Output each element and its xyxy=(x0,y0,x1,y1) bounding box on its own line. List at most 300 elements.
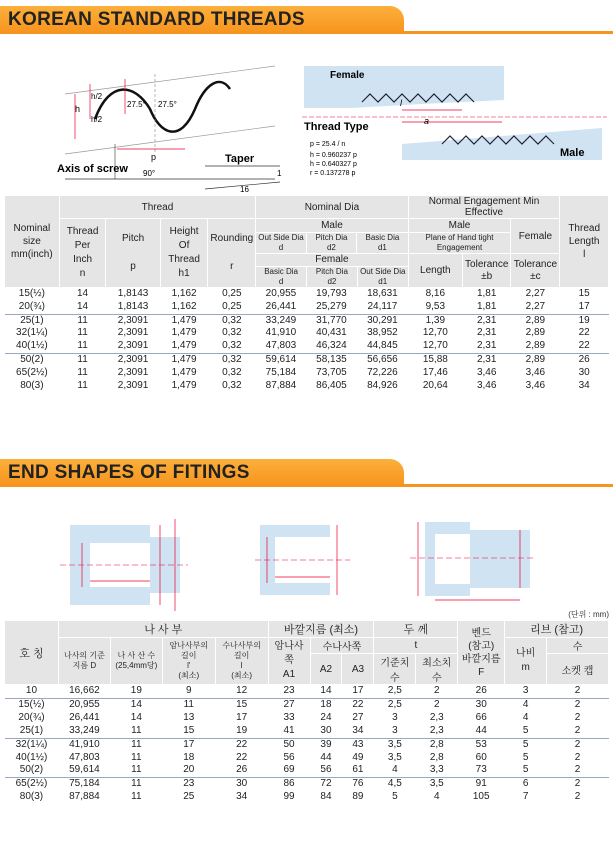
table-cell: 2,3 xyxy=(429,711,444,723)
thread-engagement-diagram xyxy=(302,62,607,192)
table-cell: 75,184 xyxy=(58,778,110,791)
table-cell: 25 xyxy=(183,791,195,803)
table-cell: 2 xyxy=(574,764,581,776)
table-cell: 44 xyxy=(320,751,332,763)
table-cell: 15(½) xyxy=(5,698,59,711)
table-cell: 1,479 xyxy=(171,366,197,378)
col-bend: 벤드 (참고) 바깥지름 F xyxy=(458,621,505,685)
formula-h1: h = 0.640327 p xyxy=(310,161,357,168)
table-row xyxy=(5,698,609,711)
table-cell: 18 xyxy=(183,751,195,763)
col-height: Height Of Thread h1 xyxy=(160,219,208,288)
fitting-figure-3 xyxy=(410,510,535,610)
korean-threads-table xyxy=(4,195,609,392)
taper-one-label: 1 xyxy=(277,169,282,178)
table-cell: 2,5 xyxy=(374,685,416,699)
group-nominal-dia: Nominal Dia xyxy=(256,196,408,219)
table-cell: 80(3) xyxy=(20,379,44,391)
group-rib: 리브 (참고) xyxy=(505,621,609,638)
table-cell: 25(1) xyxy=(5,314,60,327)
col-female-len: 암나사부의 길이 l' (최소) xyxy=(162,638,215,685)
angle-left-label: 27.5° xyxy=(127,100,146,109)
table-cell: 4 xyxy=(392,764,398,776)
table-cell: 27 xyxy=(352,711,364,723)
table-cell: 4,5 xyxy=(374,778,416,791)
table-cell: 41,910 xyxy=(265,327,297,339)
col-rib-width: 나비 m xyxy=(505,638,547,685)
angle-90-label: 90° xyxy=(143,169,156,178)
col-a3: A3 xyxy=(342,654,374,685)
col-eng-plane: Plane of Hand tight Engagement xyxy=(408,233,511,254)
table-cell: 20(¾) xyxy=(18,300,45,312)
p-label: p xyxy=(151,152,157,162)
group-thickness: 두 께 xyxy=(374,621,458,638)
table-cell: 58,135 xyxy=(306,353,356,366)
col-tol-c: Tolerance ±c xyxy=(511,254,560,288)
table-cell: 11 xyxy=(59,353,106,366)
table-cell: 23 xyxy=(268,685,310,699)
table-cell: 40(1½) xyxy=(16,340,48,352)
table-cell: 2,3091 xyxy=(117,366,149,378)
formula-p: p = 25.4 / n xyxy=(310,141,346,148)
col-male-len: 수나사부의 길이 l (최소) xyxy=(215,638,268,685)
table-cell: 18 xyxy=(310,698,342,711)
table-cell: 22 xyxy=(578,340,590,352)
table-cell: 24,117 xyxy=(367,300,398,312)
table-cell: 2,31 xyxy=(463,353,511,366)
col-tol-b: Tolerance ±b xyxy=(463,254,511,288)
table-cell: 41,910 xyxy=(58,738,110,751)
table-cell: 11 xyxy=(131,764,142,776)
table-cell: 20(¾) xyxy=(18,711,45,723)
table-cell: 10 xyxy=(5,685,59,699)
table-cell: 12,70 xyxy=(422,340,448,352)
table-cell: 11 xyxy=(77,366,88,378)
table-cell: 2,3 xyxy=(429,724,444,736)
fitting-figure-1 xyxy=(60,505,190,615)
table-cell: 38,952 xyxy=(367,327,398,339)
table-cell: 25(1) xyxy=(19,724,44,736)
section-banner-fittings xyxy=(0,459,250,487)
table-cell: 34 xyxy=(236,791,248,803)
table-cell: 16,662 xyxy=(58,685,110,699)
table-cell: 2,3091 xyxy=(117,379,149,391)
table-cell: 26 xyxy=(458,685,505,699)
table-row xyxy=(5,340,609,353)
table-cell: 14 xyxy=(130,711,142,723)
col-thread-length: Thread Length l xyxy=(560,196,609,288)
table-cell: 84,926 xyxy=(367,379,398,391)
table-cell: 2 xyxy=(574,711,581,723)
table-cell: 1,81 xyxy=(463,288,511,301)
table-cell: 6 xyxy=(505,778,547,791)
table-cell: 91 xyxy=(458,778,505,791)
table-cell: 11 xyxy=(131,791,142,803)
table-cell: 27 xyxy=(268,698,310,711)
table-cell: 11 xyxy=(77,327,88,339)
table-cell: 20 xyxy=(183,764,195,776)
col-tpi: Thread Per Inch n xyxy=(59,219,106,288)
table-cell: 17 xyxy=(236,711,248,723)
table-cell: 0,32 xyxy=(222,379,242,391)
table-cell: 17 xyxy=(342,685,374,699)
table-cell: 2,31 xyxy=(476,327,497,339)
col-ho: 호 칭 xyxy=(5,621,59,685)
table-cell: 22 xyxy=(578,327,590,339)
table-row xyxy=(5,712,609,725)
table-cell: 73,705 xyxy=(316,366,347,378)
table-cell: 49 xyxy=(352,751,364,763)
table-cell: 80(3) xyxy=(19,791,44,803)
table-cell: 7 xyxy=(522,791,529,803)
table-cell: 2,31 xyxy=(476,340,497,352)
col-t-std: 기준치수 xyxy=(374,654,416,685)
taper-label: Taper xyxy=(225,153,255,165)
table-cell: 2 xyxy=(547,738,609,751)
table-cell: 20,64 xyxy=(422,379,448,391)
unit-label: (단위 : mm) xyxy=(568,610,609,619)
table-cell: 50(2) xyxy=(19,764,44,776)
table-cell: 3,46 xyxy=(476,366,497,378)
subgroup-eng-female: Female xyxy=(511,219,560,254)
table-cell: 14 xyxy=(77,300,89,312)
table-cell: 44 xyxy=(475,724,487,736)
table-cell: 33,249 xyxy=(256,314,306,327)
table-cell: 17,46 xyxy=(422,366,448,378)
table-cell: 87,884 xyxy=(265,379,297,391)
table-cell: 50(2) xyxy=(5,353,60,366)
table-cell: 30 xyxy=(578,366,590,378)
table-cell: 17 xyxy=(578,300,590,312)
table-cell: 31,770 xyxy=(306,314,356,327)
table-cell: 2,3091 xyxy=(117,340,149,352)
h2-label-bottom: h/2 xyxy=(91,115,103,124)
table-row xyxy=(5,725,609,738)
table-cell: 66 xyxy=(475,711,487,723)
table-cell: 11 xyxy=(162,698,215,711)
table-cell: 15,88 xyxy=(408,353,462,366)
thread-type-title: Thread Type xyxy=(304,121,369,133)
col-socket-cap: 소켓 캡 xyxy=(547,654,609,685)
table-cell: 4 xyxy=(505,698,547,711)
section-banner-threads xyxy=(0,6,305,34)
table-cell: 1,162 xyxy=(171,300,197,312)
table-cell: 3,3 xyxy=(429,764,444,776)
table-cell: 30 xyxy=(458,698,505,711)
subgroup-eng-male: Male xyxy=(408,219,511,233)
table-row xyxy=(5,778,609,791)
table-cell: 3,46 xyxy=(525,366,546,378)
table-cell: 19 xyxy=(236,724,248,736)
col-a2: A2 xyxy=(310,654,342,685)
table-cell: 0,32 xyxy=(208,353,256,366)
group-engagement: Normal Engagement Min Effective xyxy=(408,196,560,219)
table-cell: 2 xyxy=(547,778,609,791)
table-cell: 3,5 xyxy=(416,778,458,791)
table-cell: 3,46 xyxy=(476,379,497,391)
table-cell: 3 xyxy=(392,724,398,736)
table-cell: 2,5 xyxy=(374,698,416,711)
table-cell: 2,3091 xyxy=(106,353,160,366)
table-cell: 3,46 xyxy=(525,379,546,391)
table-cell: 47,803 xyxy=(265,340,297,352)
table-cell: 14 xyxy=(110,698,162,711)
table-cell: 18,631 xyxy=(357,288,408,301)
table-row xyxy=(5,738,609,751)
taper-ratio-label: 16 xyxy=(240,185,249,194)
col-std-dia: 나사의 기준 지름 D xyxy=(58,638,110,685)
subgroup-male-side: 수나사쪽 xyxy=(310,638,374,654)
table-cell: 11 xyxy=(110,778,162,791)
l-label: l xyxy=(400,98,402,108)
table-cell: 41 xyxy=(283,724,295,736)
table-cell: 65(2½) xyxy=(5,778,59,791)
table-cell: 34 xyxy=(578,379,590,391)
table-cell: 39 xyxy=(310,738,342,751)
table-cell: 25,279 xyxy=(316,300,347,312)
table-cell: 30 xyxy=(215,778,268,791)
table-cell: 59,614 xyxy=(256,353,306,366)
table-row xyxy=(5,367,609,380)
table-cell: 2 xyxy=(574,751,581,763)
table-cell: 2 xyxy=(574,791,581,803)
table-cell: 86 xyxy=(268,778,310,791)
table-cell: 0,32 xyxy=(222,327,242,339)
col-threads: 나 사 산 수 (25,4mm당) xyxy=(110,638,162,685)
table-cell: 1,162 xyxy=(160,288,208,301)
table-cell: 56 xyxy=(320,764,332,776)
table-cell: 2,89 xyxy=(511,314,560,327)
section-title: KOREAN STANDARD THREADS xyxy=(8,9,305,30)
subgroup-female-dia: Female Basic Dia d Pitch Dia d2 Out Side Dia d1 xyxy=(256,254,408,288)
table-cell: 5 xyxy=(522,764,529,776)
table-cell: 86,405 xyxy=(316,379,347,391)
table-cell: 4 xyxy=(522,711,529,723)
table-cell: 0,25 xyxy=(222,300,242,312)
table-cell: 75,184 xyxy=(265,366,297,378)
female-label: Female xyxy=(330,70,365,81)
table-cell: 26,441 xyxy=(265,300,297,312)
thread-profile-diagram xyxy=(55,64,285,194)
table-cell: 30 xyxy=(320,724,332,736)
table-row xyxy=(5,685,609,699)
table-cell: 33,249 xyxy=(69,724,100,736)
formula-r: r = 0.137278 p xyxy=(310,170,356,177)
table-row xyxy=(5,327,609,340)
table-cell: 1,479 xyxy=(160,353,208,366)
col-male-pd: Pitch Dia d2 xyxy=(306,233,356,254)
table-cell: 32(1¼) xyxy=(16,327,48,339)
table-cell: 15 xyxy=(183,724,195,736)
table-cell: 2,89 xyxy=(511,353,560,366)
table-cell: 5 xyxy=(392,791,398,803)
table-cell: 12 xyxy=(215,685,268,699)
group-nasa: 나 사 부 xyxy=(58,621,268,638)
table-cell: 19 xyxy=(110,685,162,699)
table-cell: 46,324 xyxy=(316,340,347,352)
table-cell: 9,53 xyxy=(425,300,446,312)
table-cell: 22 xyxy=(236,751,248,763)
table-cell: 22 xyxy=(342,698,374,711)
table-row xyxy=(5,791,609,804)
table-cell: 5 xyxy=(522,751,529,763)
table-cell: 56,656 xyxy=(357,353,408,366)
table-row xyxy=(5,301,609,314)
fitting-figure-2 xyxy=(255,515,355,605)
table-cell: 9 xyxy=(162,685,215,699)
table-cell: 2,27 xyxy=(525,300,546,312)
table-cell: 47,803 xyxy=(69,751,100,763)
group-thread: Thread xyxy=(59,196,255,219)
table-row xyxy=(5,380,609,393)
table-cell: 15(½) xyxy=(5,288,60,301)
table-cell: 61 xyxy=(352,764,364,776)
table-cell: 26 xyxy=(560,353,609,366)
table-cell: 22 xyxy=(215,738,268,751)
table-cell: 15 xyxy=(215,698,268,711)
axis-of-screw-label: Axis of screw xyxy=(57,163,128,175)
table-cell: 40,431 xyxy=(316,327,347,339)
table-cell: 19,793 xyxy=(306,288,356,301)
table-row xyxy=(5,288,609,301)
table-cell: 69 xyxy=(283,764,295,776)
table-cell: 105 xyxy=(472,791,490,803)
table-cell: 30,291 xyxy=(357,314,408,327)
table-cell: 72 xyxy=(310,778,342,791)
table-cell: 19 xyxy=(560,314,609,327)
table-cell: 1,479 xyxy=(171,379,197,391)
table-cell: 5 xyxy=(505,738,547,751)
a-label: a xyxy=(424,116,430,126)
table-cell: 13 xyxy=(183,711,195,723)
table-cell: 0,32 xyxy=(222,340,242,352)
table-cell: 12,70 xyxy=(422,327,448,339)
subgroup-male: Male xyxy=(256,219,408,233)
col-male-od: Out Side Dia d xyxy=(256,233,306,254)
col-female-side: 암나사쪽 A1 xyxy=(268,638,310,685)
table-cell: 0,25 xyxy=(208,288,256,301)
table-cell: 73 xyxy=(475,764,487,776)
col-male-bd: Basic Dia d1 xyxy=(357,233,408,254)
h-label: h xyxy=(75,104,81,114)
table-cell: 2,89 xyxy=(525,340,546,352)
table-cell: 11 xyxy=(77,340,88,352)
table-cell: 50 xyxy=(268,738,310,751)
table-cell: 84 xyxy=(320,791,332,803)
table-row xyxy=(5,353,609,366)
table-cell: 2,3091 xyxy=(117,327,149,339)
table-cell: 26 xyxy=(236,764,248,776)
col-rounding: Rounding r xyxy=(208,219,256,288)
table-cell: 34 xyxy=(352,724,364,736)
table-cell: 1,8143 xyxy=(106,288,160,301)
col-nominal-size: Nominal size mm(inch) xyxy=(5,196,60,288)
table-cell: 2 xyxy=(574,724,581,736)
section-title: END SHAPES OF FITINGS xyxy=(8,462,250,483)
table-cell: 1,479 xyxy=(160,314,208,327)
table-cell: 5 xyxy=(522,724,529,736)
table-cell: 0,32 xyxy=(208,314,256,327)
table-cell: 26,441 xyxy=(69,711,100,723)
table-cell: 0,32 xyxy=(222,366,242,378)
table-cell: 24 xyxy=(320,711,332,723)
table-cell: 40(1½) xyxy=(15,751,48,763)
table-cell: 1,479 xyxy=(171,327,197,339)
table-cell: 72,226 xyxy=(367,366,398,378)
col-pitch: Pitch p xyxy=(106,219,160,288)
table-cell: 89 xyxy=(352,791,364,803)
col-t-min: 최소치수 xyxy=(416,654,458,685)
table-row xyxy=(5,314,609,327)
table-cell: 2,31 xyxy=(463,314,511,327)
table-cell: 14 xyxy=(310,685,342,699)
angle-right-label: 27.5° xyxy=(158,100,177,109)
table-cell: 2,8 xyxy=(429,751,444,763)
table-cell: 56 xyxy=(283,751,295,763)
table-cell: 2 xyxy=(547,698,609,711)
table-cell: 2 xyxy=(547,685,609,699)
table-cell: 44,845 xyxy=(367,340,398,352)
table-cell: 8,16 xyxy=(408,288,462,301)
table-row xyxy=(5,752,609,765)
group-outer-dia: 바깥지름 (최소) xyxy=(268,621,374,638)
table-cell: 11 xyxy=(110,738,162,751)
table-cell: 2 xyxy=(416,685,458,699)
table-cell: 1,39 xyxy=(408,314,462,327)
table-cell: 15 xyxy=(560,288,609,301)
table-cell: 43 xyxy=(342,738,374,751)
male-label: Male xyxy=(560,147,585,159)
table-cell: 2,3091 xyxy=(106,314,160,327)
table-cell: 65(2½) xyxy=(16,366,48,378)
table-cell: 2,27 xyxy=(511,288,560,301)
formula-h: h = 0.960237 p xyxy=(310,152,357,159)
col-rib-count: 수 xyxy=(547,638,609,654)
table-cell: 3,5 xyxy=(374,738,416,751)
table-cell: 11 xyxy=(59,314,106,327)
table-cell: 1,81 xyxy=(476,300,497,312)
subgroup-t: t xyxy=(374,638,458,654)
table-cell: 4 xyxy=(434,791,440,803)
table-cell: 3 xyxy=(392,711,398,723)
table-cell: 60 xyxy=(475,751,487,763)
table-cell: 76 xyxy=(342,778,374,791)
table-cell: 23 xyxy=(162,778,215,791)
table-cell: 20,955 xyxy=(58,698,110,711)
table-cell: 99 xyxy=(283,791,295,803)
table-cell: 32(1¼) xyxy=(5,738,59,751)
table-cell: 11 xyxy=(131,751,142,763)
table-cell: 87,884 xyxy=(69,791,100,803)
table-cell: 1,8143 xyxy=(117,300,149,312)
table-cell: 2,8 xyxy=(416,738,458,751)
table-cell: 14 xyxy=(59,288,106,301)
table-cell: 2,89 xyxy=(525,327,546,339)
table-cell: 2 xyxy=(416,698,458,711)
end-shapes-table xyxy=(4,620,609,804)
table-cell: 11 xyxy=(77,379,88,391)
table-cell: 59,614 xyxy=(69,764,100,776)
table-cell: 3 xyxy=(505,685,547,699)
col-length: Length xyxy=(408,254,462,288)
table-cell: 33 xyxy=(283,711,295,723)
table-cell: 3,5 xyxy=(387,751,402,763)
table-cell: 20,955 xyxy=(256,288,306,301)
table-cell: 1,479 xyxy=(171,340,197,352)
table-cell: 53 xyxy=(458,738,505,751)
table-cell: 11 xyxy=(131,724,142,736)
h2-label-top: h/2 xyxy=(91,92,103,101)
